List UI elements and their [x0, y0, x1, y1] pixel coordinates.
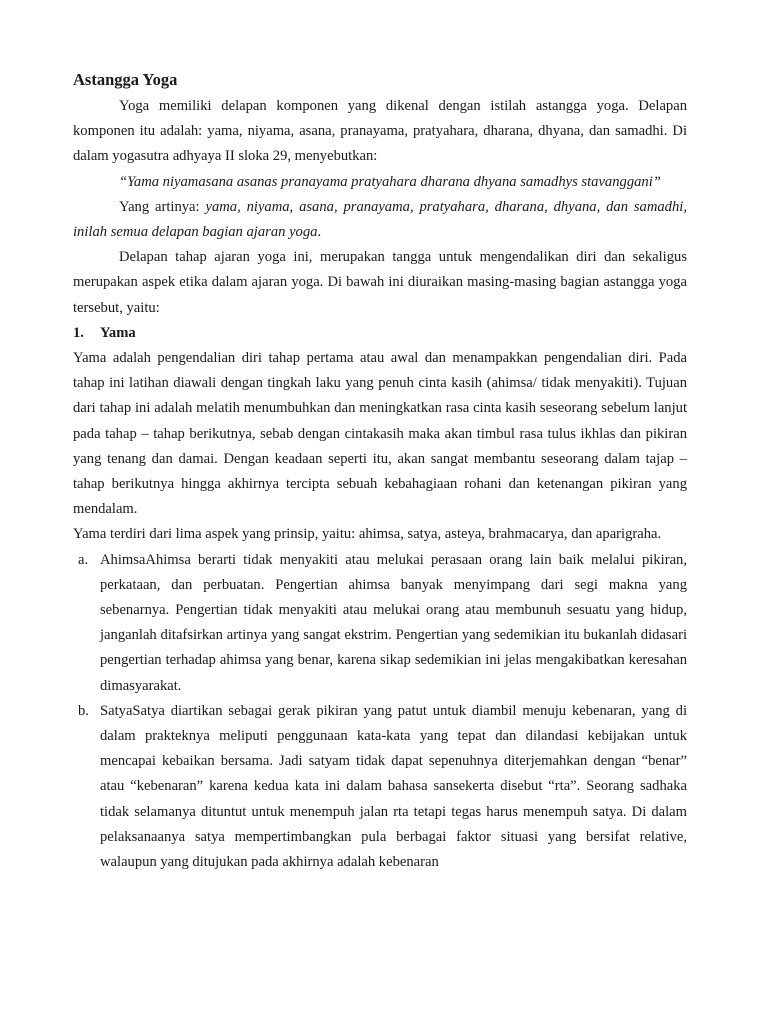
- intro-paragraph: Yoga memiliki delapan komponen yang dikenal dengan istilah astangga yoga. Delapan komponen itu adalah: yama, niyama, asana, pranayama, pratyahara, dharana, dhyana, dan samadhi. Di dalam yogasutra adhyaya II sloka 29, menyebutkan:: [73, 98, 687, 165]
- list-item: [73, 548, 687, 699]
- meaning-suffix: .: [317, 224, 322, 241]
- section-heading-text: Yama: [100, 324, 136, 341]
- section-heading-yama: [73, 321, 687, 346]
- quote-meaning-paragraph: [73, 195, 687, 245]
- meaning-italic-text: yama, niyama, asana, pranayama, pratyahara, dharana, dhyana, dan samadhi, inilah semua delapan bagian ajaran yoga: [73, 198, 687, 241]
- sloka-quote: “Yama niyamasana asanas pranayama pratyahara dharana dhyana samadhys stavanggani”: [119, 173, 661, 190]
- document-body: [73, 66, 687, 875]
- yama-aspects-paragraph: Yama terdiri dari lima aspek yang prinsip, yaitu: ahimsa, satya, asteya, brahmacarya, dan aparigraha.: [73, 526, 662, 543]
- yama-aspects-list: [73, 548, 687, 876]
- stages-paragraph: Delapan tahap ajaran yoga ini, merupakan tangga untuk mengendalikan diri dan sekaligus merupakan aspek etika dalam ajaran yoga. Di bawah ini diuraikan masing-masing bagian astangga yoga tersebut, yaitu:: [73, 249, 687, 316]
- list-marker: a.: [78, 551, 89, 568]
- list-item: [73, 699, 687, 875]
- document-title: Astangga Yoga: [73, 70, 178, 89]
- list-item-text: SatyaSatya diartikan sebagai gerak pikiran yang patut untuk diambil menuju kebenaran, yang di dalam prakteknya meliputi penggunaan kata-kata yang tepat dan dilandasi kebijakan untuk mencapai kebaikan bersama. Jadi satyam tidak dapat sepenuhnya diterjemahkan dengan “benar” atau “kebenaran” karena kedua kata ini dalam bahasa sansekerta disebut “rta”. Seorang sadhaka tidak selamanya dituntut untuk menempuh jalan rta tetapi tegas harus menempuh satya. Di dalam pelaksanaanya satya mempertimbangkan pula berbagai faktor situasi yang bersifat relative, walaupun yang ditujukan pada akhirnya adalah kebenaran: [100, 702, 687, 871]
- list-item-text: AhimsaAhimsa berarti tidak menyakiti atau melukai perasaan orang lain baik melalui pikiran, perkataan, dan perbuatan. Pengertian ahimsa banyak menyimpang dari segi makna yang sebenarnya. Pengertian tidak menyakiti atau melukai orang atau membunuh sesuatu yang hidup, janganlah ditafsirkan artinya yang sangat ekstrim. Pengertian yang sedemikian itu bukanlah didasari pengertian terhadap ahimsa yang benar, karena sikap sedemikian ini jelas mengakibatkan keresahan dimasyarakat.: [100, 551, 687, 694]
- list-marker: b.: [78, 702, 89, 719]
- yama-definition-paragraph: Yama adalah pengendalian diri tahap pertama atau awal dan menampakkan pengendalian diri. Pada tahap ini latihan diawali dengan tingkah laku yang penuh cinta kasih (ahimsa/ tidak menyakiti). Tujuan dari tahap ini adalah melatih menumbuhkan dan meningkatkan rasa cinta kasih seseorang sebelum lanjut pada tahap – tahap berikutnya, sebab dengan cintakasih maka akan timbul rasa tulus ikhlas dan pikiran yang tenang dan damai. Dengan keadaan seperti itu, akan sangat membantu seseorang dalam tajap – tahap berikutnya hingga akhirnya tercipta sebuah kebahagiaan rohani dan ketenangan pikiran yang mendalam.: [73, 350, 687, 518]
- section-number: 1.: [73, 324, 84, 341]
- meaning-prefix: Yang artinya:: [119, 198, 206, 215]
